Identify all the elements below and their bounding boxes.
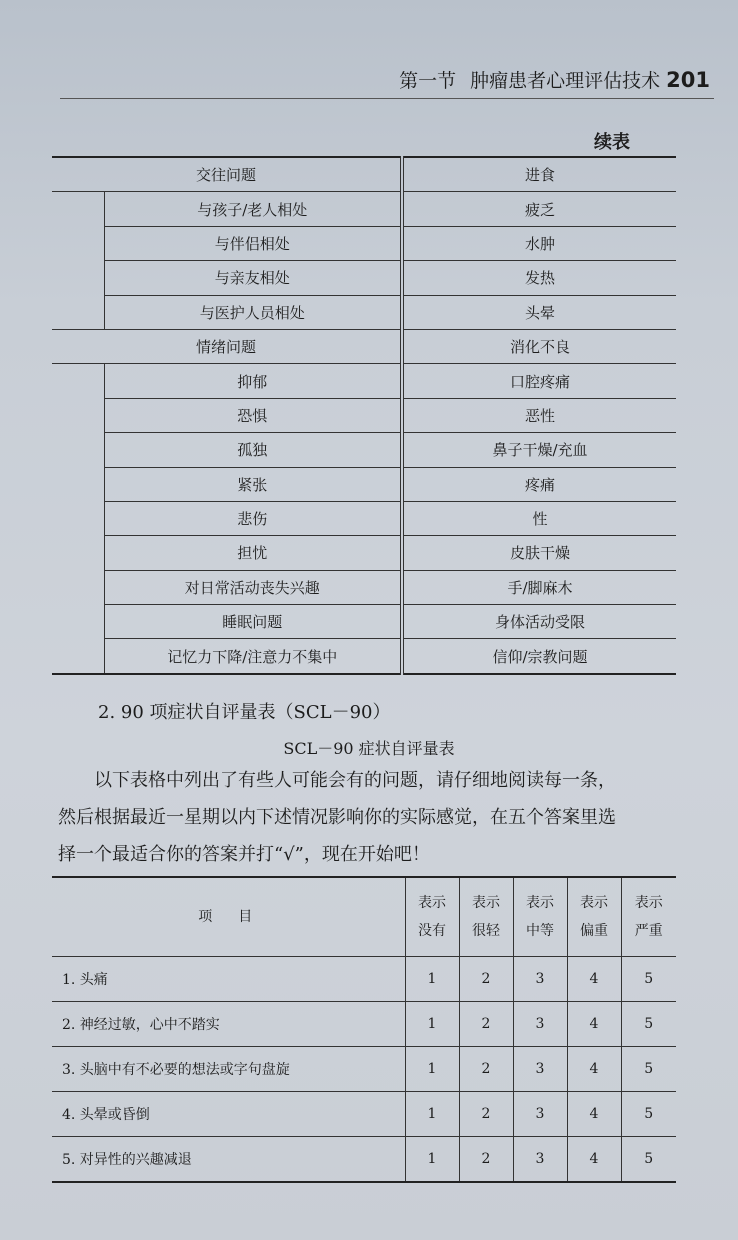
table-row bbox=[52, 501, 676, 535]
score-cell[interactable]: 1 bbox=[405, 957, 459, 1002]
table-row bbox=[52, 467, 676, 501]
physical-problem-item: 口腔疼痛 bbox=[402, 364, 676, 398]
score-cell[interactable]: 2 bbox=[459, 1137, 513, 1183]
indent-spacer bbox=[52, 295, 104, 329]
table-row bbox=[52, 295, 676, 329]
score-cell[interactable]: 2 bbox=[459, 1092, 513, 1137]
intro-paragraph bbox=[58, 762, 686, 873]
indent-spacer bbox=[52, 605, 104, 639]
problem-item: 对日常活动丧失兴趣 bbox=[104, 570, 402, 604]
score-header-line: 表示 bbox=[634, 895, 663, 911]
problem-item: 悲伤 bbox=[104, 501, 402, 535]
problem-item: 睡眠问题 bbox=[104, 605, 402, 639]
indent-spacer bbox=[52, 398, 104, 432]
symptom-item: 4. 头晕或昏倒 bbox=[52, 1092, 405, 1137]
problem-item: 与孩子/老人相处 bbox=[104, 192, 402, 226]
indent-spacer bbox=[52, 639, 104, 674]
score-cell[interactable]: 4 bbox=[567, 957, 621, 1002]
score-cell[interactable]: 5 bbox=[621, 1002, 676, 1047]
indent-spacer bbox=[52, 467, 104, 501]
physical-problem-item: 鼻子干燥/充血 bbox=[402, 433, 676, 467]
physical-problem-item: 头晕 bbox=[402, 295, 676, 329]
score-cell[interactable]: 5 bbox=[621, 1047, 676, 1092]
table-row bbox=[52, 1137, 676, 1183]
score-cell[interactable]: 2 bbox=[459, 1002, 513, 1047]
scale-title: SCL－90 症状自评量表 bbox=[283, 739, 455, 758]
score-cell[interactable]: 5 bbox=[621, 957, 676, 1002]
table-row bbox=[52, 398, 676, 432]
physical-problem-item: 信仰/宗教问题 bbox=[402, 639, 676, 674]
problem-item: 孤独 bbox=[104, 433, 402, 467]
indent-spacer bbox=[52, 570, 104, 604]
score-cell[interactable]: 5 bbox=[621, 1092, 676, 1137]
problem-item: 担忧 bbox=[104, 536, 402, 570]
item-column-header: 项 目 bbox=[52, 877, 405, 957]
score-header-line: 偏重 bbox=[580, 923, 608, 939]
symptom-item: 1. 头痛 bbox=[52, 957, 405, 1002]
problem-list-table bbox=[52, 156, 676, 675]
problem-category: 交往问题 bbox=[52, 157, 402, 192]
physical-problem-item: 恶性 bbox=[402, 398, 676, 432]
physical-problem-item: 手/脚麻木 bbox=[402, 570, 676, 604]
symptom-item: 3. 头脑中有不必要的想法或字句盘旋 bbox=[52, 1047, 405, 1092]
physical-problem-item: 进食 bbox=[402, 157, 676, 192]
score-column-header bbox=[621, 877, 676, 957]
score-cell[interactable]: 3 bbox=[513, 1137, 567, 1183]
score-cell[interactable]: 3 bbox=[513, 1047, 567, 1092]
problem-item: 记忆力下降/注意力不集中 bbox=[104, 639, 402, 674]
table-row bbox=[52, 1002, 676, 1047]
section-title: 2. 90 项症状自评量表（SCL－90） bbox=[98, 702, 391, 723]
problem-item: 与伴侣相处 bbox=[104, 226, 402, 260]
intro-line: 择一个最适合你的答案并打“√”，现在开始吧！ bbox=[58, 844, 430, 865]
intro-line: 然后根据最近一星期以内下述情况影响你的实际感觉，在五个答案里选 bbox=[58, 807, 616, 828]
running-header bbox=[399, 66, 710, 93]
score-cell[interactable]: 1 bbox=[405, 1137, 459, 1183]
table-row bbox=[52, 226, 676, 260]
problem-item: 抑郁 bbox=[104, 364, 402, 398]
problem-item: 与亲友相处 bbox=[104, 261, 402, 295]
table-row bbox=[52, 957, 676, 1002]
score-cell[interactable]: 3 bbox=[513, 1092, 567, 1137]
scl90-table bbox=[52, 876, 676, 1183]
score-cell[interactable]: 5 bbox=[621, 1137, 676, 1183]
symptom-item: 2. 神经过敏，心中不踏实 bbox=[52, 1002, 405, 1047]
problem-category: 情绪问题 bbox=[52, 329, 402, 363]
score-cell[interactable]: 4 bbox=[567, 1137, 621, 1183]
table-row bbox=[52, 639, 676, 674]
intro-line: 以下表格中列出了有些人可能会有的问题，请仔细地阅读每一条， bbox=[94, 770, 616, 791]
score-cell[interactable]: 4 bbox=[567, 1047, 621, 1092]
score-cell[interactable]: 1 bbox=[405, 1047, 459, 1092]
score-header-line: 很轻 bbox=[472, 923, 500, 939]
indent-spacer bbox=[52, 261, 104, 295]
problem-item: 恐惧 bbox=[104, 398, 402, 432]
page-number: 201 bbox=[666, 68, 710, 92]
physical-problem-item: 疼痛 bbox=[402, 467, 676, 501]
table-row bbox=[52, 433, 676, 467]
table-row bbox=[52, 364, 676, 398]
score-cell[interactable]: 3 bbox=[513, 957, 567, 1002]
score-cell[interactable]: 2 bbox=[459, 1047, 513, 1092]
table-row bbox=[52, 329, 676, 363]
table-row bbox=[52, 570, 676, 604]
header-title: 肿瘤患者心理评估技术 bbox=[470, 70, 661, 92]
score-cell[interactable]: 4 bbox=[567, 1092, 621, 1137]
physical-problem-item: 疲乏 bbox=[402, 192, 676, 226]
continued-label: 续表 bbox=[594, 132, 630, 153]
physical-problem-item: 发热 bbox=[402, 261, 676, 295]
indent-spacer bbox=[52, 192, 104, 226]
score-cell[interactable]: 1 bbox=[405, 1002, 459, 1047]
score-column-header bbox=[459, 877, 513, 957]
indent-spacer bbox=[52, 433, 104, 467]
physical-problem-item: 消化不良 bbox=[402, 329, 676, 363]
score-header-line: 表示 bbox=[418, 895, 446, 911]
header-rule bbox=[60, 98, 714, 99]
physical-problem-item: 水肿 bbox=[402, 226, 676, 260]
problem-item: 紧张 bbox=[104, 467, 402, 501]
score-header-line: 表示 bbox=[526, 895, 554, 911]
physical-problem-item: 皮肤干燥 bbox=[402, 536, 676, 570]
table-row bbox=[52, 1092, 676, 1137]
table-row bbox=[52, 157, 676, 192]
physical-problem-item: 身体活动受限 bbox=[402, 605, 676, 639]
physical-problem-item: 性 bbox=[402, 501, 676, 535]
score-cell[interactable]: 2 bbox=[459, 957, 513, 1002]
score-column-header bbox=[405, 877, 459, 957]
score-cell[interactable]: 1 bbox=[405, 1092, 459, 1137]
table-row bbox=[52, 605, 676, 639]
table-row bbox=[52, 192, 676, 226]
table-row bbox=[52, 536, 676, 570]
indent-spacer bbox=[52, 536, 104, 570]
score-header-line: 没有 bbox=[418, 923, 446, 939]
score-header-line: 表示 bbox=[472, 895, 500, 911]
table-row bbox=[52, 261, 676, 295]
indent-spacer bbox=[52, 501, 104, 535]
indent-spacer bbox=[52, 226, 104, 260]
problem-item: 与医护人员相处 bbox=[104, 295, 402, 329]
symptom-item: 5. 对异性的兴趣减退 bbox=[62, 1152, 192, 1168]
score-header-line: 表示 bbox=[580, 895, 608, 911]
table-row bbox=[52, 1047, 676, 1092]
score-column-header bbox=[513, 877, 567, 957]
indent-spacer bbox=[52, 364, 104, 398]
header-section: 第一节 bbox=[399, 70, 457, 92]
score-cell[interactable]: 4 bbox=[567, 1002, 621, 1047]
score-header-line: 严重 bbox=[634, 923, 663, 939]
score-column-header bbox=[567, 877, 621, 957]
score-cell[interactable]: 3 bbox=[513, 1002, 567, 1047]
score-header-line: 中等 bbox=[526, 923, 554, 939]
